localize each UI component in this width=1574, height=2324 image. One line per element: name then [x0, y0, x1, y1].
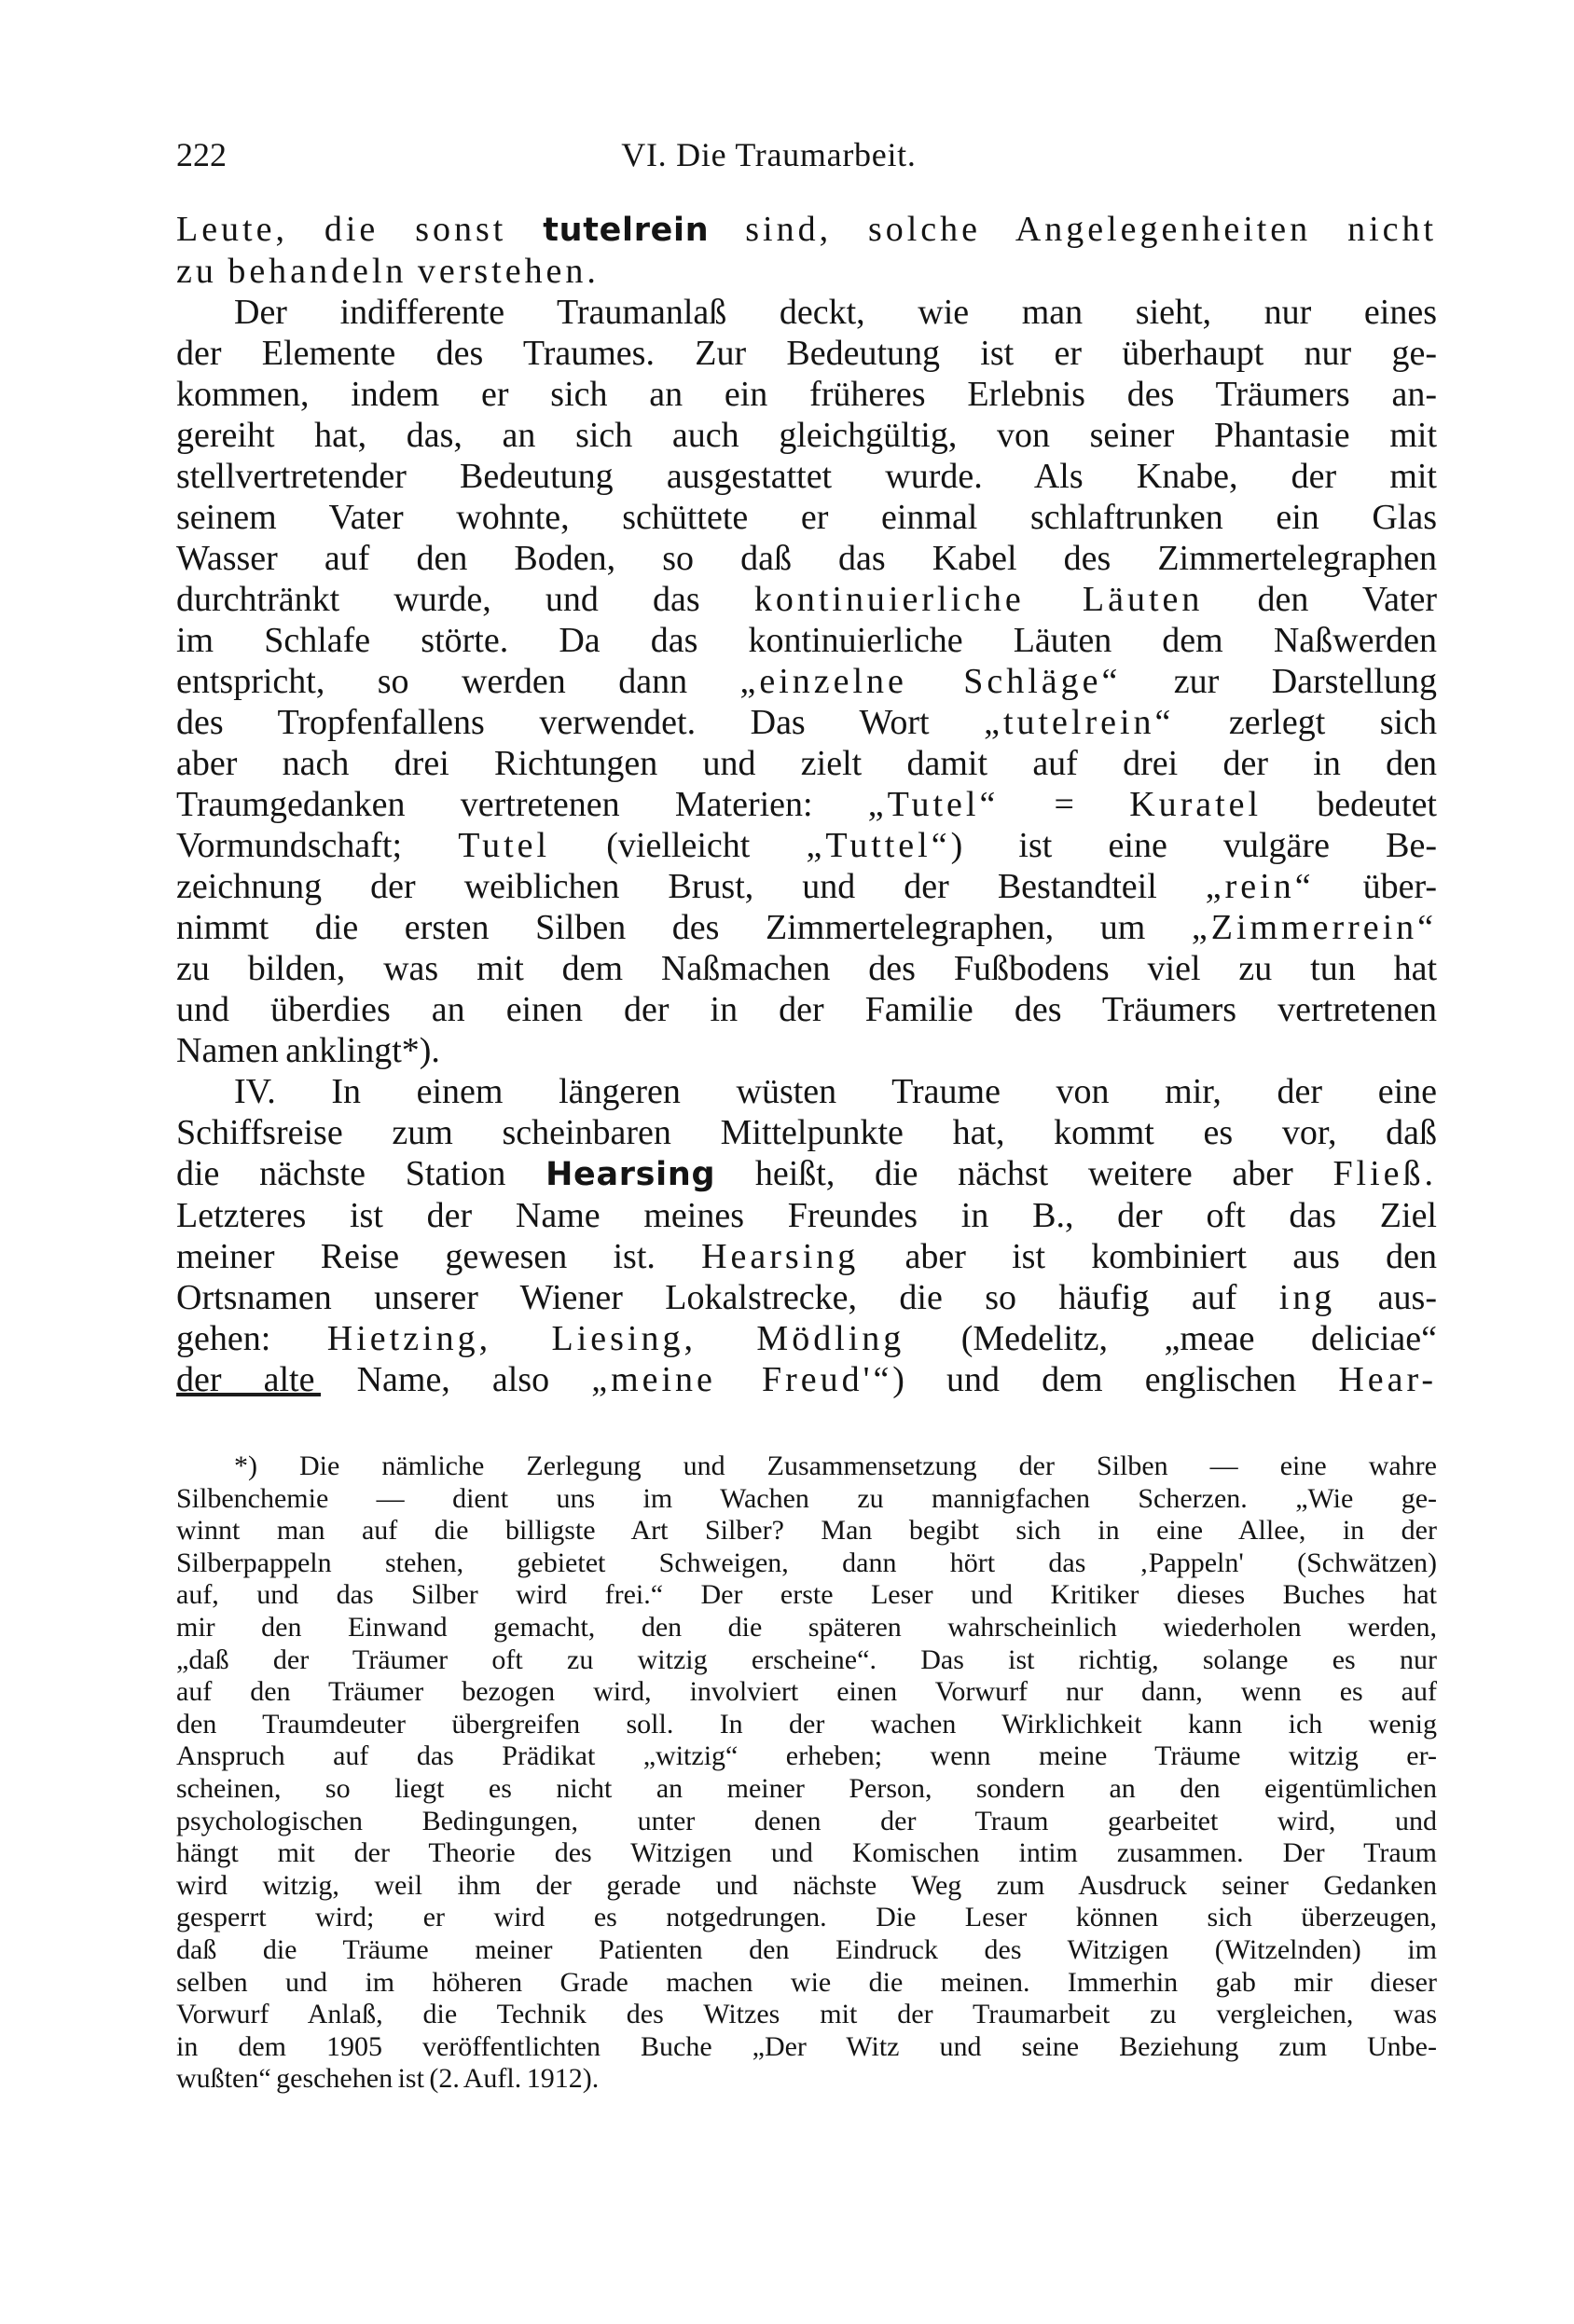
text-segment: aus- [1335, 1278, 1437, 1317]
text-line [176, 1318, 1437, 1359]
text-segment: psychologischen Bedingungen, unter denen der Traum gearbeitet wird, und [176, 1805, 1437, 1836]
page-header [176, 136, 1437, 177]
text-line [176, 1902, 1437, 1934]
text-segment: der alte Name, also [176, 1360, 592, 1399]
text-segment: scheinen, so liegt es nicht an meiner Person, sondern an den eigentümlichen [176, 1772, 1437, 1804]
text-line [176, 456, 1437, 497]
text-segment: ) und dem englischen [892, 1360, 1339, 1399]
text-segment: aber ist kombiniert aus den [859, 1237, 1437, 1276]
text-line [176, 2031, 1437, 2064]
spaced-text: „einzelne Schläge“ [739, 662, 1122, 701]
text-segment: der Elemente des Traumes. Zur Bedeutung ist er überhaupt nur ge- [176, 334, 1437, 373]
text-line [176, 1934, 1437, 1967]
text-segment: Vormundschaft; [176, 826, 459, 865]
text-line [176, 989, 1437, 1030]
text-segment: Wasser auf den Boden, so daß das Kabel des Zimmertelegraphen [176, 539, 1437, 578]
text-line [176, 333, 1437, 374]
text-line [176, 1709, 1437, 1741]
text-segment: die nächste Station [176, 1154, 546, 1193]
text-line [176, 1515, 1437, 1547]
main-text [176, 209, 1437, 1400]
spaced-text: „Tuttel“ [806, 826, 951, 865]
spaced-text: zu behandeln verstehen. [176, 252, 600, 291]
text-segment: stellvertretender Bedeutung ausgestattet wurde. Als Knabe, der mit [176, 457, 1437, 496]
text-segment: Schiffsreise zum scheinbaren Mittelpunkte hat, kommt es vor, daß [176, 1113, 1437, 1152]
text-segment: und überdies an einen der in der Familie des Träumers vertretenen [176, 990, 1437, 1029]
footnote-separator [176, 1393, 321, 1396]
text-line [176, 1547, 1437, 1580]
text-line [176, 1236, 1437, 1277]
text-line [176, 251, 1437, 292]
text-line [176, 1676, 1437, 1709]
text-line [176, 1071, 1437, 1112]
text-segment: den Traumdeuter übergreifen soll. In der wachen Wirklichkeit kann ich wenig [176, 1708, 1437, 1740]
text-segment: zerlegt sich [1174, 703, 1437, 742]
text-line [176, 1806, 1437, 1838]
text-segment: nimmt die ersten Silben des Zimmertelegraphen, um [176, 908, 1192, 947]
text-segment: Silbenchemie — dient uns im Wachen zu mannigfachen Scherzen. „Wie ge- [176, 1482, 1437, 1514]
spaced-text: kontinuierliche Läuten [753, 580, 1204, 619]
spaced-text: „rein“ [1205, 867, 1315, 906]
text-line [176, 661, 1437, 702]
text-line [176, 1999, 1437, 2031]
text-segment: wußten“ geschehen ist (2. Aufl. 1912). [176, 2063, 600, 2095]
text-line [176, 1740, 1437, 1773]
text-line [176, 1030, 1437, 1071]
spaced-text: „meine Freud'“ [591, 1360, 893, 1399]
text-segment: zur Darstellung [1121, 662, 1437, 701]
text-segment: kommen, indem er sich an ein früheres Erlebnis des Träumers an- [176, 375, 1437, 414]
text-line [176, 1967, 1437, 2000]
text-line [176, 415, 1437, 456]
text-segment: Anspruch auf das Prädikat „witzig“ erheben; wenn meine Träume witzig er- [176, 1740, 1437, 1772]
text-segment: den Vater [1203, 580, 1438, 619]
text-line [176, 702, 1437, 743]
text-segment: selben und im höheren Grade machen wie die meinen. Immerhin gab mir dieser [176, 1966, 1437, 1998]
text-segment: hängt mit der Theorie des Witzigen und Komischen intim zusammen. Der Traum [176, 1837, 1437, 1869]
text-segment: über- [1314, 867, 1437, 906]
text-line [176, 1483, 1437, 1516]
text-line [176, 948, 1437, 989]
text-line [176, 209, 1437, 251]
text-segment: Ortsnamen unserer Wiener Lokalstrecke, die so häufig auf [176, 1278, 1279, 1317]
text-segment: IV. In einem längeren wüsten Traume von mir, der eine [234, 1072, 1437, 1111]
text-segment: ) ist eine vulgäre Be- [950, 826, 1438, 865]
text-line [176, 743, 1437, 784]
text-line [176, 1579, 1437, 1612]
spaced-text: ing [1278, 1278, 1336, 1317]
text-segment: „daß der Träumer oft zu witzig erscheine“. Das ist richtig, solange es nur [176, 1643, 1437, 1675]
text-segment: winnt man auf die billigste Art Silber? Man begibt sich in eine Allee, in der [176, 1515, 1437, 1547]
text-segment: des Tropfenfallens verwendet. Das Wort [176, 703, 985, 742]
text-line [176, 784, 1437, 825]
spaced-text: sind, solche Angelegenheiten nicht [709, 210, 1438, 249]
text-line [176, 1612, 1437, 1644]
text-line [176, 1112, 1437, 1153]
text-segment: bedeutet [1262, 785, 1437, 824]
text-line [176, 1451, 1437, 1483]
text-segment: Letzteres ist der Name meines Freundes in B., der oft das Ziel [176, 1196, 1437, 1235]
text-segment: Der indifferente Traumanlaß deckt, wie man sieht, nur eines [234, 293, 1437, 332]
spaced-text: Tutel [458, 826, 551, 865]
text-line [176, 1644, 1437, 1677]
spaced-text: „Tutel“ [867, 785, 1000, 824]
text-segment: Traumgedanken vertretenen Materien: [176, 785, 868, 824]
text-segment: Vorwurf Anlaß, die Technik des Witzes mit der Traumarbeit zu vergleichen, was [176, 1999, 1437, 2030]
text-segment: heißt, die nächst weitere aber [715, 1154, 1333, 1193]
text-line [176, 907, 1437, 948]
text-segment: aber nach drei Richtungen und zielt damit auf drei der in den [176, 744, 1437, 783]
text-segment: durchtränkt wurde, und das [176, 580, 754, 619]
text-segment: auf den Träumer bezogen wird, involviert einen Vorwurf nur dann, wenn es auf [176, 1676, 1437, 1708]
running-title: VI. Die Traumarbeit. [621, 136, 917, 173]
bold-text: tutelrein [543, 212, 710, 249]
text-line [176, 1773, 1437, 1806]
text-line [176, 2063, 1437, 2096]
text-segment: mir den Einwand gemacht, den die späteren wahrscheinlich wiederholen werden, [176, 1611, 1437, 1643]
spaced-text: Leute, die sonst [176, 210, 544, 249]
spaced-text: „Zimmerrein“ [1191, 908, 1437, 947]
footnote-text [176, 1451, 1437, 2096]
text-segment: daß die Träume meiner Patienten den Eindruck des Witzigen (Witzelnden) im [176, 1933, 1437, 1965]
text-line [176, 579, 1437, 620]
text-segment: zeichnung der weiblichen Brust, und der Bestandteil [176, 867, 1206, 906]
text-segment: meiner Reise gewesen ist. [176, 1237, 702, 1276]
page-number: 222 [176, 136, 227, 173]
text-line [176, 1359, 1437, 1400]
text-segment: = [999, 785, 1130, 824]
text-line [176, 1837, 1437, 1870]
spaced-text: Hearsing [701, 1237, 860, 1276]
spaced-text: Kuratel [1129, 785, 1263, 824]
text-segment: Silberpappeln stehen, gebietet Schweigen, dann hört das ‚Pappeln' (Schwätzen) [176, 1547, 1437, 1578]
bold-text: Hearsing [545, 1156, 716, 1193]
text-segment: in dem 1905 veröffentlichten Buche „Der Witz und seine Beziehung zum Unbe- [176, 2030, 1437, 2062]
text-line [176, 292, 1437, 333]
text-segment: auf, und das Silber wird frei.“ Der erste Leser und Kritiker dieses Buches hat [176, 1579, 1437, 1611]
spaced-text: Hietzing, Liesing, Mödling [326, 1319, 905, 1358]
text-line [176, 497, 1437, 538]
text-segment: Namen anklingt*). [176, 1031, 440, 1070]
text-line [176, 538, 1437, 579]
text-segment: gereiht hat, das, an sich auch gleichgültig, von seiner Phantasie mit [176, 416, 1437, 455]
text-line [176, 825, 1437, 866]
text-segment: (vielleicht [550, 826, 807, 865]
text-segment: entspricht, so werden dann [176, 662, 740, 701]
text-line [176, 1277, 1437, 1318]
text-line [176, 620, 1437, 661]
text-segment: gehen: [176, 1319, 327, 1358]
text-segment: wird witzig, weil ihm der gerade und nächste Weg zum Ausdruck seiner Gedanken [176, 1869, 1437, 1901]
text-segment: (Medelitz, „meae deliciae“ [904, 1319, 1437, 1358]
text-segment: zu bilden, was mit dem Naßmachen des Fußbodens viel zu tun hat [176, 949, 1437, 988]
text-segment: *) Die nämliche Zerlegung und Zusammensetzung der Silben — eine wahre [234, 1451, 1437, 1481]
spaced-text: Fließ. [1332, 1154, 1437, 1193]
text-segment: gesperrt wird; er wird es notgedrungen. Die Leser können sich überzeugen, [176, 1902, 1437, 1933]
spaced-text: Hear- [1338, 1360, 1437, 1399]
text-line [176, 866, 1437, 907]
text-line [176, 374, 1437, 415]
text-segment: seinem Vater wohnte, schüttete er einmal schlaftrunken ein Glas [176, 498, 1437, 537]
spaced-text: „tutelrein“ [984, 703, 1175, 742]
text-line [176, 1153, 1437, 1195]
text-line [176, 1870, 1437, 1903]
text-line [176, 1195, 1437, 1236]
text-segment: im Schlafe störte. Da das kontinuierliche Läuten dem Naßwerden [176, 621, 1437, 660]
